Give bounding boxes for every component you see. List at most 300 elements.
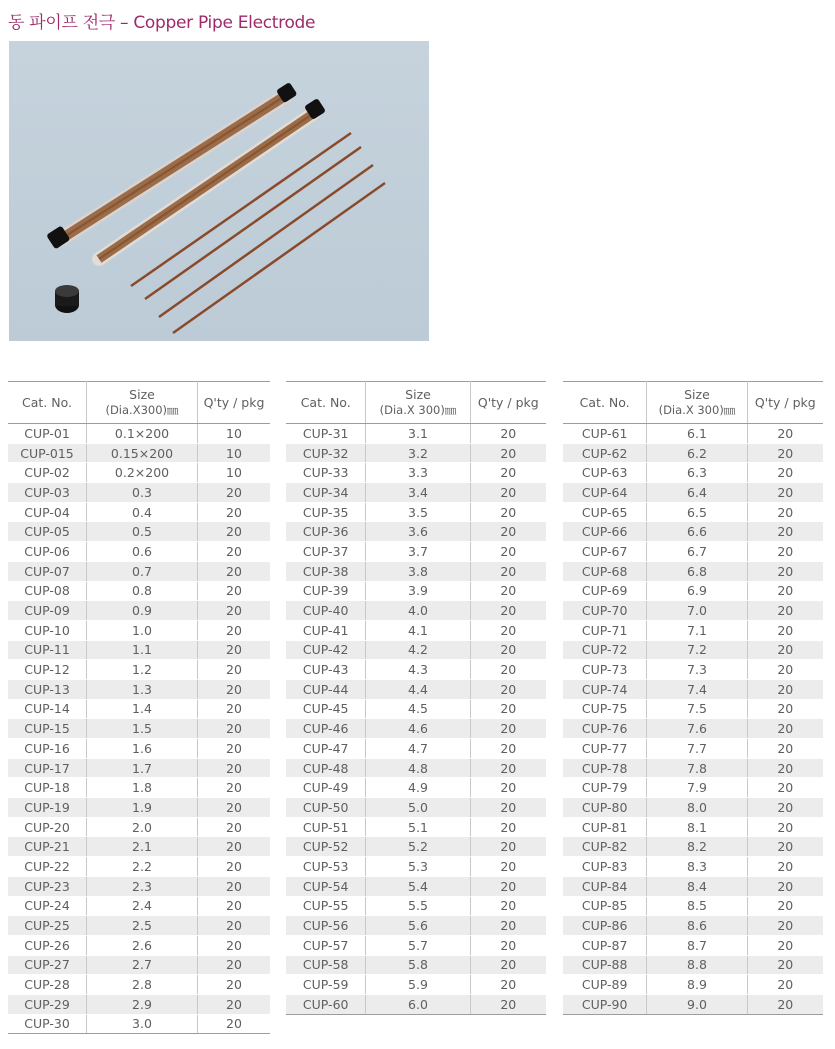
size-cell: 6.7: [647, 542, 747, 562]
qty-cell: 20: [747, 679, 823, 699]
table-row: [286, 817, 546, 837]
table-row: [563, 857, 823, 877]
cat-no-cell: CUP-78: [563, 758, 647, 778]
catalog-table-3: [563, 381, 823, 1015]
cat-no-cell: CUP-69: [563, 581, 647, 601]
qty-cell: 10: [198, 424, 271, 444]
qty-cell: 20: [198, 896, 271, 916]
size-cell: 7.2: [647, 640, 747, 660]
size-cell: 8.9: [647, 975, 747, 995]
cat-no-cell: CUP-49: [286, 778, 366, 798]
product-photo: [9, 41, 429, 341]
header-size-line1: Size: [129, 387, 155, 402]
cat-no-cell: CUP-10: [8, 620, 87, 640]
qty-cell: 20: [470, 994, 546, 1014]
size-cell: 3.2: [366, 443, 470, 463]
table-row: [563, 896, 823, 916]
header-cat-no: Cat. No.: [563, 382, 647, 424]
size-cell: 6.8: [647, 561, 747, 581]
qty-cell: 20: [198, 1014, 271, 1034]
qty-cell: 20: [198, 955, 271, 975]
cat-no-cell: CUP-81: [563, 817, 647, 837]
table-row: [8, 561, 270, 581]
cat-no-cell: CUP-46: [286, 719, 366, 739]
table-row: [8, 620, 270, 640]
size-cell: 7.3: [647, 660, 747, 680]
table-row: [286, 739, 546, 759]
qty-cell: 20: [470, 817, 546, 837]
size-cell: 6.0: [366, 994, 470, 1014]
qty-cell: 20: [470, 935, 546, 955]
qty-cell: 10: [198, 443, 271, 463]
qty-cell: 20: [747, 994, 823, 1014]
size-cell: 5.8: [366, 955, 470, 975]
table-row: [563, 955, 823, 975]
table-header-row: [8, 382, 270, 424]
qty-cell: 20: [198, 857, 271, 877]
size-cell: 0.8: [87, 581, 198, 601]
qty-cell: 20: [747, 542, 823, 562]
cat-no-cell: CUP-50: [286, 798, 366, 818]
table-row: [286, 916, 546, 936]
qty-cell: 20: [747, 443, 823, 463]
qty-cell: 20: [470, 758, 546, 778]
qty-cell: 20: [470, 778, 546, 798]
cat-no-cell: CUP-27: [8, 955, 87, 975]
header-qty: Q'ty / pkg: [198, 382, 271, 424]
qty-cell: 20: [198, 620, 271, 640]
qty-cell: 20: [470, 896, 546, 916]
table-row: [563, 542, 823, 562]
table-row: [286, 443, 546, 463]
qty-cell: 20: [747, 502, 823, 522]
qty-cell: 20: [470, 561, 546, 581]
table-row: [286, 502, 546, 522]
cat-no-cell: CUP-11: [8, 640, 87, 660]
table-row: [563, 758, 823, 778]
qty-cell: 20: [747, 916, 823, 936]
size-cell: 4.6: [366, 719, 470, 739]
table-row: [563, 798, 823, 818]
qty-cell: 20: [470, 601, 546, 621]
size-cell: 1.2: [87, 660, 198, 680]
size-cell: 8.7: [647, 935, 747, 955]
qty-cell: 20: [198, 758, 271, 778]
cat-no-cell: CUP-34: [286, 483, 366, 503]
table-row: [8, 601, 270, 621]
table-row: [8, 935, 270, 955]
qty-cell: 20: [470, 739, 546, 759]
cat-no-cell: CUP-30: [8, 1014, 87, 1034]
cat-no-cell: CUP-77: [563, 739, 647, 759]
size-cell: 3.3: [366, 463, 470, 483]
table-row: [563, 916, 823, 936]
size-cell: 0.1×200: [87, 424, 198, 444]
cat-no-cell: CUP-13: [8, 679, 87, 699]
size-cell: 8.3: [647, 857, 747, 877]
size-cell: 2.1: [87, 837, 198, 857]
size-cell: 1.1: [87, 640, 198, 660]
size-cell: 1.0: [87, 620, 198, 640]
size-cell: 7.4: [647, 679, 747, 699]
size-cell: 6.9: [647, 581, 747, 601]
table-row: [563, 640, 823, 660]
cat-no-cell: CUP-19: [8, 798, 87, 818]
cat-no-cell: CUP-36: [286, 522, 366, 542]
qty-cell: 20: [747, 837, 823, 857]
qty-cell: 20: [747, 719, 823, 739]
qty-cell: 20: [747, 699, 823, 719]
table-row: [286, 581, 546, 601]
table-row: [8, 581, 270, 601]
size-cell: 1.7: [87, 758, 198, 778]
size-cell: 7.6: [647, 719, 747, 739]
table-row: [563, 817, 823, 837]
header-qty: Q'ty / pkg: [747, 382, 823, 424]
table-row: [8, 542, 270, 562]
qty-cell: 20: [747, 876, 823, 896]
size-cell: 5.7: [366, 935, 470, 955]
size-cell: 8.2: [647, 837, 747, 857]
qty-cell: 20: [747, 581, 823, 601]
table-header-row: [563, 382, 823, 424]
header-size: [87, 382, 198, 424]
table-row: [286, 699, 546, 719]
table-row: [563, 601, 823, 621]
table-row: [286, 719, 546, 739]
table-row: [563, 837, 823, 857]
size-cell: 7.8: [647, 758, 747, 778]
size-cell: 4.5: [366, 699, 470, 719]
cat-no-cell: CUP-32: [286, 443, 366, 463]
qty-cell: 20: [470, 857, 546, 877]
table-row: [286, 542, 546, 562]
qty-cell: 20: [747, 601, 823, 621]
cat-no-cell: CUP-82: [563, 837, 647, 857]
cat-no-cell: CUP-58: [286, 955, 366, 975]
qty-cell: 20: [198, 916, 271, 936]
table-row: [8, 778, 270, 798]
cat-no-cell: CUP-18: [8, 778, 87, 798]
qty-cell: 20: [470, 955, 546, 975]
cat-no-cell: CUP-68: [563, 561, 647, 581]
size-cell: 3.0: [87, 1014, 198, 1034]
qty-cell: 20: [470, 522, 546, 542]
cat-no-cell: CUP-04: [8, 502, 87, 522]
cat-no-cell: CUP-24: [8, 896, 87, 916]
table-row: [286, 463, 546, 483]
size-cell: 3.8: [366, 561, 470, 581]
table-row: [8, 857, 270, 877]
cat-no-cell: CUP-54: [286, 876, 366, 896]
size-cell: 2.0: [87, 817, 198, 837]
qty-cell: 20: [470, 424, 546, 444]
cat-no-cell: CUP-86: [563, 916, 647, 936]
table-row: [563, 876, 823, 896]
qty-cell: 20: [198, 798, 271, 818]
qty-cell: 20: [470, 542, 546, 562]
cat-no-cell: CUP-66: [563, 522, 647, 542]
table-row: [563, 778, 823, 798]
header-size-line1: Size: [405, 387, 431, 402]
cat-no-cell: CUP-62: [563, 443, 647, 463]
size-cell: 4.0: [366, 601, 470, 621]
size-cell: 1.6: [87, 739, 198, 759]
size-cell: 1.4: [87, 699, 198, 719]
cat-no-cell: CUP-42: [286, 640, 366, 660]
size-cell: 8.0: [647, 798, 747, 818]
cat-no-cell: CUP-05: [8, 522, 87, 542]
size-cell: 1.5: [87, 719, 198, 739]
cat-no-cell: CUP-90: [563, 994, 647, 1014]
size-cell: 4.9: [366, 778, 470, 798]
size-cell: 5.1: [366, 817, 470, 837]
size-cell: 8.6: [647, 916, 747, 936]
size-cell: 3.4: [366, 483, 470, 503]
size-cell: 4.7: [366, 739, 470, 759]
size-cell: 6.1: [647, 424, 747, 444]
table-row: [8, 679, 270, 699]
cat-no-cell: CUP-56: [286, 916, 366, 936]
table-row: [563, 719, 823, 739]
cat-no-cell: CUP-35: [286, 502, 366, 522]
table-row: [563, 679, 823, 699]
copper-pipe-illustration: [9, 41, 429, 341]
size-cell: 5.9: [366, 975, 470, 995]
cat-no-cell: CUP-74: [563, 679, 647, 699]
cat-no-cell: CUP-03: [8, 483, 87, 503]
qty-cell: 20: [470, 483, 546, 503]
table-row: [8, 443, 270, 463]
cat-no-cell: CUP-89: [563, 975, 647, 995]
table-row: [286, 679, 546, 699]
cat-no-cell: CUP-15: [8, 719, 87, 739]
qty-cell: 20: [747, 640, 823, 660]
qty-cell: 20: [747, 424, 823, 444]
table-row: [286, 561, 546, 581]
qty-cell: 20: [747, 522, 823, 542]
size-cell: 0.7: [87, 561, 198, 581]
cat-no-cell: CUP-51: [286, 817, 366, 837]
qty-cell: 20: [747, 739, 823, 759]
cat-no-cell: CUP-70: [563, 601, 647, 621]
size-cell: 4.1: [366, 620, 470, 640]
table-row: [8, 896, 270, 916]
header-cat-no: Cat. No.: [8, 382, 87, 424]
qty-cell: 20: [747, 935, 823, 955]
cat-no-cell: CUP-08: [8, 581, 87, 601]
cat-no-cell: CUP-015: [8, 443, 87, 463]
table-row: [563, 975, 823, 995]
header-qty: Q'ty / pkg: [470, 382, 546, 424]
cat-no-cell: CUP-73: [563, 660, 647, 680]
table-row: [8, 1014, 270, 1034]
cat-no-cell: CUP-23: [8, 876, 87, 896]
cat-no-cell: CUP-16: [8, 739, 87, 759]
size-cell: 3.9: [366, 581, 470, 601]
qty-cell: 20: [470, 463, 546, 483]
cat-no-cell: CUP-22: [8, 857, 87, 877]
size-cell: 0.15×200: [87, 443, 198, 463]
cat-no-cell: CUP-25: [8, 916, 87, 936]
table-row: [286, 876, 546, 896]
size-cell: 1.9: [87, 798, 198, 818]
qty-cell: 20: [747, 620, 823, 640]
table-row: [563, 739, 823, 759]
size-cell: 4.2: [366, 640, 470, 660]
size-cell: 6.4: [647, 483, 747, 503]
table-row: [563, 935, 823, 955]
table-row: [286, 640, 546, 660]
qty-cell: 20: [747, 817, 823, 837]
cat-no-cell: CUP-79: [563, 778, 647, 798]
cat-no-cell: CUP-02: [8, 463, 87, 483]
size-cell: 2.5: [87, 916, 198, 936]
size-cell: 0.3: [87, 483, 198, 503]
cat-no-cell: CUP-57: [286, 935, 366, 955]
table-row: [286, 660, 546, 680]
qty-cell: 20: [747, 561, 823, 581]
size-cell: 8.4: [647, 876, 747, 896]
size-cell: 7.1: [647, 620, 747, 640]
cat-no-cell: CUP-88: [563, 955, 647, 975]
table-row: [8, 916, 270, 936]
size-cell: 2.6: [87, 935, 198, 955]
size-cell: 2.3: [87, 876, 198, 896]
size-cell: 7.9: [647, 778, 747, 798]
table-row: [8, 463, 270, 483]
size-cell: 5.0: [366, 798, 470, 818]
size-cell: 6.5: [647, 502, 747, 522]
qty-cell: 20: [198, 640, 271, 660]
table-row: [286, 857, 546, 877]
qty-cell: 20: [470, 916, 546, 936]
qty-cell: 20: [747, 955, 823, 975]
size-cell: 6.3: [647, 463, 747, 483]
table-row: [286, 837, 546, 857]
qty-cell: 20: [747, 463, 823, 483]
size-cell: 6.2: [647, 443, 747, 463]
size-cell: 3.5: [366, 502, 470, 522]
size-cell: 7.7: [647, 739, 747, 759]
table-row: [286, 798, 546, 818]
qty-cell: 20: [198, 935, 271, 955]
qty-cell: 20: [198, 719, 271, 739]
size-cell: 0.9: [87, 601, 198, 621]
cat-no-cell: CUP-41: [286, 620, 366, 640]
cat-no-cell: CUP-83: [563, 857, 647, 877]
cat-no-cell: CUP-76: [563, 719, 647, 739]
size-cell: 2.7: [87, 955, 198, 975]
cat-no-cell: CUP-21: [8, 837, 87, 857]
cat-no-cell: CUP-37: [286, 542, 366, 562]
table-row: [286, 896, 546, 916]
header-size: [647, 382, 747, 424]
table-row: [563, 699, 823, 719]
header-size-line1: Size: [684, 387, 710, 402]
size-cell: 9.0: [647, 994, 747, 1014]
qty-cell: 20: [470, 876, 546, 896]
table-row: [8, 660, 270, 680]
size-cell: 2.2: [87, 857, 198, 877]
table-row: [8, 424, 270, 444]
cat-no-cell: CUP-48: [286, 758, 366, 778]
cat-no-cell: CUP-29: [8, 994, 87, 1014]
qty-cell: 20: [470, 837, 546, 857]
qty-cell: 20: [198, 522, 271, 542]
size-cell: 4.8: [366, 758, 470, 778]
qty-cell: 20: [470, 660, 546, 680]
qty-cell: 20: [470, 640, 546, 660]
cat-no-cell: CUP-44: [286, 679, 366, 699]
qty-cell: 20: [198, 975, 271, 995]
table-row: [286, 601, 546, 621]
table-row: [8, 502, 270, 522]
catalog-table-1: [8, 381, 270, 1034]
size-cell: 8.5: [647, 896, 747, 916]
cat-no-cell: CUP-59: [286, 975, 366, 995]
cat-no-cell: CUP-39: [286, 581, 366, 601]
table-row: [8, 876, 270, 896]
qty-cell: 20: [470, 719, 546, 739]
size-cell: 0.5: [87, 522, 198, 542]
cat-no-cell: CUP-63: [563, 463, 647, 483]
size-cell: 2.4: [87, 896, 198, 916]
qty-cell: 20: [470, 975, 546, 995]
size-cell: 3.6: [366, 522, 470, 542]
qty-cell: 20: [198, 660, 271, 680]
size-cell: 3.1: [366, 424, 470, 444]
table-row: [286, 778, 546, 798]
size-cell: 0.4: [87, 502, 198, 522]
size-cell: 3.7: [366, 542, 470, 562]
table-row: [8, 817, 270, 837]
table-row: [563, 660, 823, 680]
size-cell: 1.8: [87, 778, 198, 798]
table-row: [8, 994, 270, 1014]
size-cell: 4.4: [366, 679, 470, 699]
cat-no-cell: CUP-85: [563, 896, 647, 916]
qty-cell: 20: [198, 581, 271, 601]
table-row: [286, 975, 546, 995]
table-row: [563, 502, 823, 522]
size-cell: 5.5: [366, 896, 470, 916]
cat-no-cell: CUP-43: [286, 660, 366, 680]
qty-cell: 20: [470, 679, 546, 699]
qty-cell: 20: [198, 601, 271, 621]
qty-cell: 20: [747, 758, 823, 778]
table-row: [286, 483, 546, 503]
qty-cell: 20: [747, 896, 823, 916]
qty-cell: 20: [747, 975, 823, 995]
cat-no-cell: CUP-47: [286, 739, 366, 759]
cat-no-cell: CUP-80: [563, 798, 647, 818]
cat-no-cell: CUP-52: [286, 837, 366, 857]
cat-no-cell: CUP-55: [286, 896, 366, 916]
size-cell: 5.4: [366, 876, 470, 896]
qty-cell: 20: [198, 561, 271, 581]
size-cell: 7.5: [647, 699, 747, 719]
size-cell: 0.2×200: [87, 463, 198, 483]
cat-no-cell: CUP-53: [286, 857, 366, 877]
table-row: [286, 955, 546, 975]
qty-cell: 20: [470, 620, 546, 640]
qty-cell: 20: [198, 483, 271, 503]
size-cell: 7.0: [647, 601, 747, 621]
table-row: [286, 758, 546, 778]
catalog-table-2: [286, 381, 546, 1015]
cat-no-cell: CUP-72: [563, 640, 647, 660]
